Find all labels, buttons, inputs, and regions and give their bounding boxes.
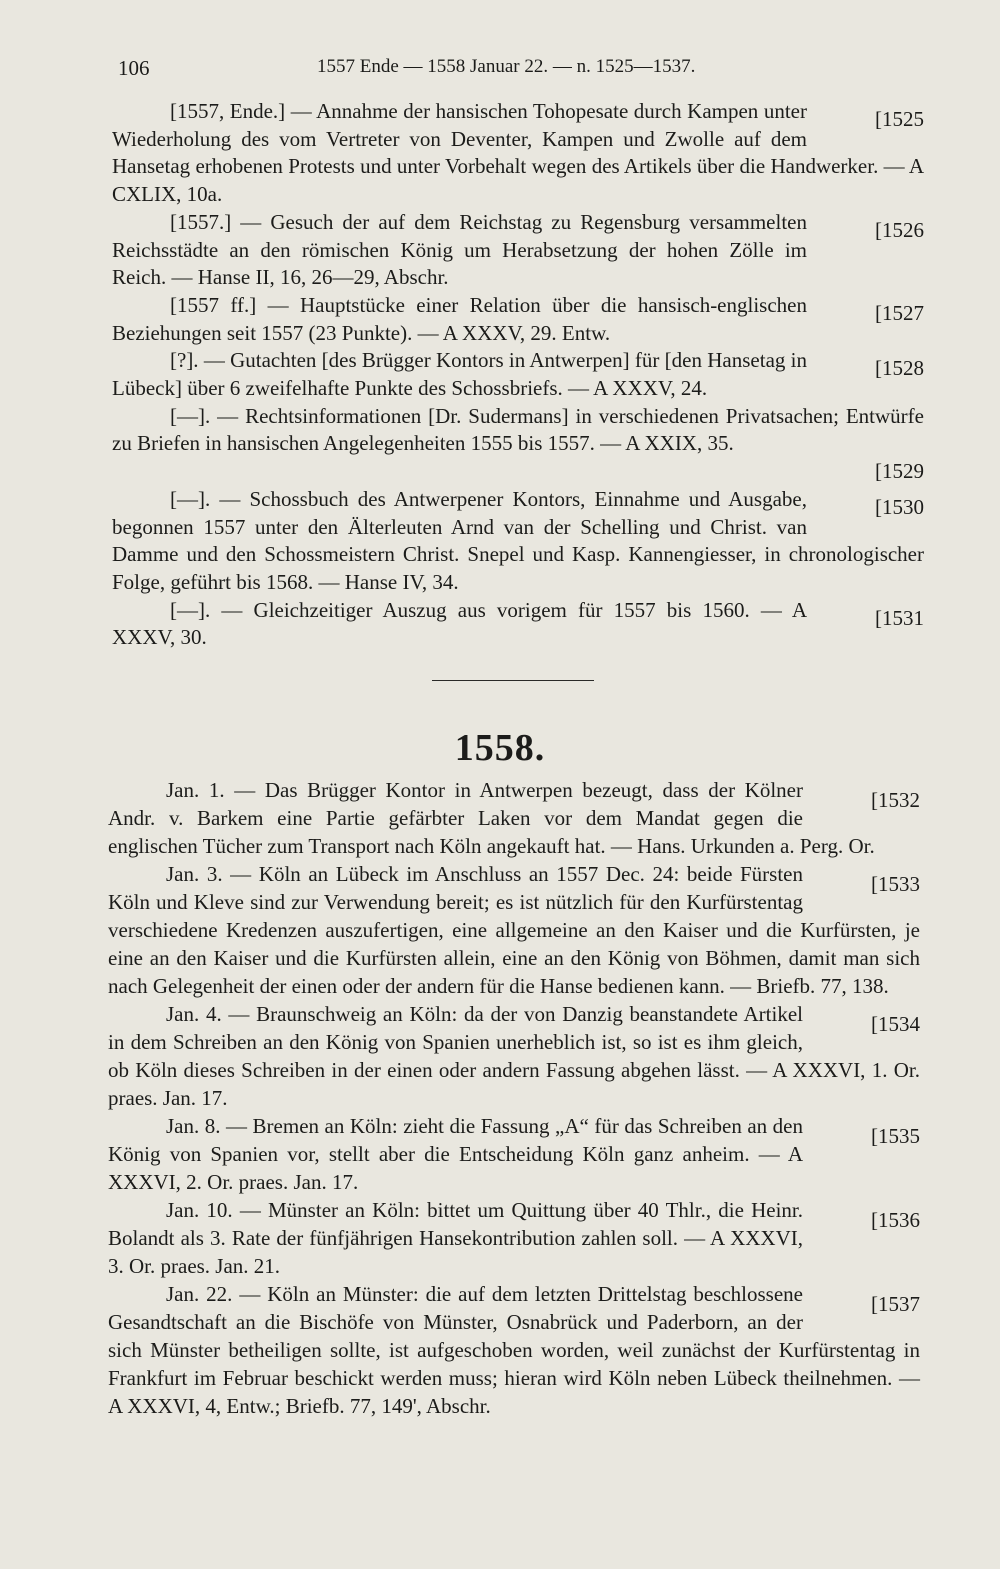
running-head: 1557 Ende — 1558 Januar 22. — n. 1525—1537. [317, 56, 696, 77]
entry-date: Jan. 1. [166, 778, 225, 802]
entries-1558 [108, 776, 920, 1420]
entry-number: [1531 [875, 605, 924, 630]
entry-date: Jan. 8. [166, 1114, 221, 1138]
entry-number: [1529 [875, 459, 924, 484]
entry-1527 [112, 292, 924, 347]
entry-number: [1530 [875, 494, 924, 519]
entry-1532 [108, 776, 920, 860]
year-heading: 1558. [454, 727, 546, 769]
entry-1525 [112, 98, 924, 209]
entry-text: — Bremen an Köln: zieht die Fassung „A“ für das Schreiben an den König von Spanien vor, stellt aber die Entscheidung Köln ganz anheim. — A XXXVI, 2. Or. praes. Jan. 17. [108, 1114, 804, 1194]
entry-number: [1536 [871, 1208, 920, 1232]
entry-number: [1528 [875, 356, 924, 381]
entry-number: [1526 [875, 217, 924, 242]
entry-1530 [112, 486, 924, 597]
entry-1533 [108, 860, 920, 1000]
entry-text: [1557.] — Gesuch der auf dem Reichstag zu Regensburg versammelten Reichsstädte an den römischen König um Herabsetzung der hohen Zölle im Reich. — Hanse II, 16, 26—29, Abschr. [112, 209, 807, 290]
entry-1536 [108, 1196, 920, 1280]
entry-1531 [112, 597, 924, 652]
entry-text: [1557, Ende.] — Annahme der hansischen Tohopesate durch Kampen unter Wiederholung des vom Vertreter von Deventer, Kampen und Zwolle auf dem Hansetag erhobenen Protests und unter Vorbehalt wegen des Artikels über die Handwerker. — A CXLIX, 10a. [112, 99, 924, 207]
entry-text: [—]. — Gleichzeitiger Auszug aus vorigem für 1557 bis 1560. — A XXXV, 30. [112, 597, 807, 650]
entry-date: Jan. 22. [166, 1282, 233, 1306]
entry-text: [—]. — Rechtsinformationen [Dr. Sudermans] in verschiedenen Privatsachen; Entwürfe zu Briefen in hansischen Angelegenheiten 1555 bis 1557. — A XXIX, 35. [112, 403, 924, 456]
entry-text: — Braunschweig an Köln: da der von Danzig beanstandete Artikel in dem Schreiben an den König von Spanien unerheblich ist, so ist es ihm gleich, ob Köln dieses Schreiben in der einen oder andern Fassung abgehen lässt. — A XXXVI, 1. Or. praes. Jan. 17. [108, 1002, 920, 1110]
entry-1537 [108, 1280, 920, 1420]
section-divider [432, 680, 594, 681]
entry-text: [—]. — Schossbuch des Antwerpener Kontors, Einnahme und Ausgabe, begonnen 1557 unter den Älterleuten Arnd van der Schelling und Christ. van Damme und den Schossmeistern Christ. Snepel und Kasp. Kannengiesser, in chronologischer Folge, geführt bis 1568. — Hanse IV, 34. [112, 486, 924, 594]
entry-number: [1535 [871, 1124, 920, 1148]
entry-text: — Köln an Lübeck im Anschluss an 1557 Dec. 24: beide Fürsten Köln und Kleve sind zur Verwendung bereit; es ist nützlich für den Kurfürstentag verschiedene Kredenzen auszufertigen, eine allgemeine an den Kaiser und die Kurfürsten, je eine an den Kaiser und die Kurfürsten allein, eine an den König von Böhmen, damit man sich nach Gelegenheit der einen oder der andern für die Hanse bedienen kann. — Briefb. 77, 138. [108, 862, 920, 998]
entry-1534 [108, 1000, 920, 1112]
entry-text: — Köln an Münster: die auf dem letzten Drittelstag beschlossene Gesandtschaft an die Bischöfe von Münster, Osnabrück und Paderborn, an der sich Münster betheiligen sollte, ist aufgeschoben worden, weil zunächst der Kurfürstentag in Frankfurt im Februar beschickt werden muss; hieran wird Köln neben Lübeck theilnehmen. — A XXXVI, 4, Entw.; Briefb. 77, 149', Abschr. [108, 1282, 920, 1418]
entry-date: Jan. 10. [166, 1198, 233, 1222]
entry-text: [?]. — Gutachten [des Brügger Kontors in Antwerpen] für [den Hansetag in Lübeck] über 6 zweifelhafte Punkte des Schossbriefs. — A XXXV, 24. [112, 348, 807, 401]
entry-number: [1537 [871, 1292, 920, 1316]
entry-number: [1525 [875, 107, 924, 131]
entry-1528 [112, 347, 924, 402]
entry-1535 [108, 1112, 920, 1196]
entry-date: Jan. 4. [166, 1002, 222, 1026]
entry-date: Jan. 3. [166, 862, 223, 886]
entry-number: [1527 [875, 300, 924, 325]
entry-text: — Münster an Köln: bittet um Quittung über 40 Thlr., die Heinr. Bolandt als 3. Rate der fünfjährigen Hansekontribution zahlen soll. — A XXXVI, 3. Or. praes. Jan. 21. [108, 1198, 803, 1278]
entry-text: — Das Brügger Kontor in Antwerpen bezeugt, dass der Kölner Andr. v. Barkem eine Partie gefärbter Laken vor dem Mandat gegen die englischen Tücher zum Transport nach Köln angekauft hat. — Hans. Urkunden a. Perg. Or. [108, 778, 875, 858]
page-header [112, 52, 924, 82]
entry-number: [1534 [871, 1012, 920, 1036]
entry-1526 [112, 209, 924, 292]
page-number: 106 [118, 56, 150, 80]
entries-1557 [112, 98, 924, 652]
entry-number: [1533 [871, 872, 920, 896]
entry-number: [1532 [871, 788, 920, 812]
entry-text: [1557 ff.] — Hauptstücke einer Relation über die hansisch-englischen Beziehungen seit 1557 (23 Punkte). — A XXXV, 29. Entw. [112, 292, 807, 345]
entry-1529 [112, 403, 924, 486]
